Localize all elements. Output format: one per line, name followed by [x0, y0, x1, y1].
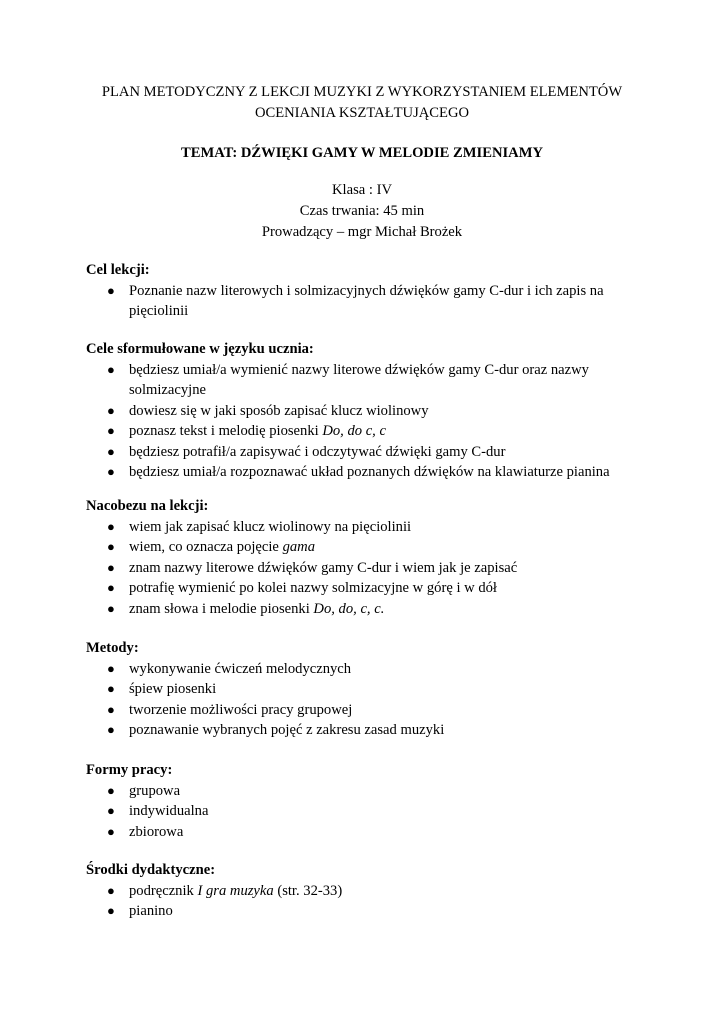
list-item [86, 659, 646, 679]
list-item-text: podręcznik I gra muzyka (str. 32-33) [129, 883, 343, 899]
list-item [86, 421, 646, 441]
section-materials [86, 860, 646, 922]
duration-info: Czas trwania: 45 min [299, 203, 425, 219]
bullet-icon: ● [107, 362, 115, 377]
bullet-icon: ● [107, 783, 115, 798]
teacher-info: Prowadzący – mgr Michał Brożek [261, 224, 463, 240]
list-item-text: będziesz potrafił/a zapisywać i odczytywać dźwięki gamy C-dur [129, 443, 506, 460]
section-student-goals [86, 339, 646, 482]
bullet-icon: ● [107, 681, 115, 697]
list-item [86, 720, 646, 740]
list-item-text: wiem, co oznacza pojęcie gama [129, 539, 315, 556]
document-title [60, 82, 664, 124]
bullet-icon: ● [107, 283, 115, 298]
title-line-2: OCENIANIA KSZTAŁTUJĄCEGO [254, 105, 470, 121]
lesson-meta [60, 180, 664, 243]
bullet-icon: ● [107, 519, 115, 534]
list-item-text: grupowa [129, 783, 181, 799]
list-item-text: wykonywanie ćwiczeń melodycznych [129, 661, 352, 677]
bullet-icon: ● [107, 701, 115, 717]
bullet-list [86, 281, 646, 322]
list-item-text: wiem jak zapisać klucz wiolinowy na pięciolinii [129, 519, 412, 535]
list-item-text: tworzenie możliwości pracy grupowej [129, 701, 353, 718]
list-item-text: potrafię wymienić po kolei nazwy solmizacyjne w górę i w dół [129, 580, 497, 597]
list-item-text: zbiorowa [129, 823, 184, 840]
section-heading: Nacobezu na lekcji: [86, 498, 209, 514]
bullet-list [86, 781, 646, 842]
title-line-1: PLAN METODYCZNY Z LEKCJI MUZYKI Z WYKORZYSTANIEM ELEMENTÓW [101, 84, 623, 100]
section-heading: Cele sformułowane w języku ucznia: [86, 341, 314, 357]
list-item [86, 781, 646, 801]
list-item-text: poznasz tekst i melodię piosenki Do, do c, c [129, 423, 386, 440]
section-heading: Metody: [86, 640, 139, 656]
section-heading: Cel lekcji: [86, 262, 150, 278]
list-item [86, 517, 646, 537]
list-item-text: pianino [129, 903, 173, 920]
list-item-text: dowiesz się w jaki sposób zapisać klucz wiolinowy [129, 402, 429, 419]
section-methods [86, 638, 646, 741]
bullet-icon: ● [107, 600, 115, 616]
lesson-topic: TEMAT: DŹWIĘKI GAMY W MELODIE ZMIENIAMY [180, 145, 544, 161]
bullet-icon: ● [107, 402, 115, 418]
list-item [86, 599, 646, 619]
bullet-icon: ● [107, 883, 115, 898]
bullet-icon: ● [107, 423, 115, 439]
list-item [86, 558, 646, 578]
italic-title: Do, do c, c [322, 423, 386, 440]
section-heading: Formy pracy: [86, 762, 173, 778]
bullet-icon: ● [107, 823, 115, 839]
list-item [86, 442, 646, 462]
bullet-icon: ● [107, 903, 115, 919]
list-item-text: śpiew piosenki [129, 681, 217, 698]
section-goal [86, 260, 646, 322]
bullet-icon: ● [107, 443, 115, 459]
list-item-text: będziesz umiał/a wymienić nazwy literowe dźwięków gamy C-dur oraz nazwy solmizacyjne [129, 362, 589, 399]
bullet-icon: ● [107, 803, 115, 819]
bullet-icon: ● [107, 661, 115, 676]
list-item [86, 360, 646, 401]
bullet-list [86, 881, 646, 922]
bullet-list [86, 360, 646, 482]
bullet-list [86, 517, 646, 619]
list-item-text: znam nazwy literowe dźwięków gamy C-dur i wiem jak je zapisać [129, 559, 518, 576]
bullet-list [86, 659, 646, 741]
italic-title: gama [282, 539, 315, 556]
list-item-text: będziesz umiał/a rozpoznawać układ poznanych dźwięków na klawiaturze pianina [129, 464, 610, 481]
italic-title: I gra muzyka [197, 883, 274, 899]
list-item [86, 881, 646, 901]
list-item [86, 537, 646, 557]
class-info: Klasa : IV [332, 182, 392, 198]
list-item [86, 801, 646, 821]
list-item [86, 401, 646, 421]
list-item [86, 578, 646, 598]
section-heading: Środki dydaktyczne: [86, 862, 216, 878]
bullet-icon: ● [107, 722, 115, 738]
list-item-text: poznawanie wybranych pojęć z zakresu zasad muzyki [129, 722, 445, 739]
list-item [86, 281, 646, 322]
section-criteria [86, 496, 646, 619]
list-item [86, 462, 646, 482]
list-item [86, 822, 646, 842]
bullet-icon: ● [107, 464, 115, 480]
bullet-icon: ● [107, 559, 115, 575]
list-item-text: indywidualna [129, 803, 209, 820]
bullet-icon: ● [107, 580, 115, 596]
bullet-icon: ● [107, 539, 115, 555]
list-item-text: znam słowa i melodie piosenki Do, do, c, c. [129, 600, 385, 617]
list-item-text: Poznanie nazw literowych i solmizacyjnych dźwięków gamy C-dur i ich zapis na pięciolinii [129, 283, 604, 320]
list-item [86, 901, 646, 921]
list-item [86, 679, 646, 699]
italic-title: Do, do, c, c. [313, 600, 385, 617]
list-item [86, 700, 646, 720]
section-work-forms [86, 760, 646, 842]
